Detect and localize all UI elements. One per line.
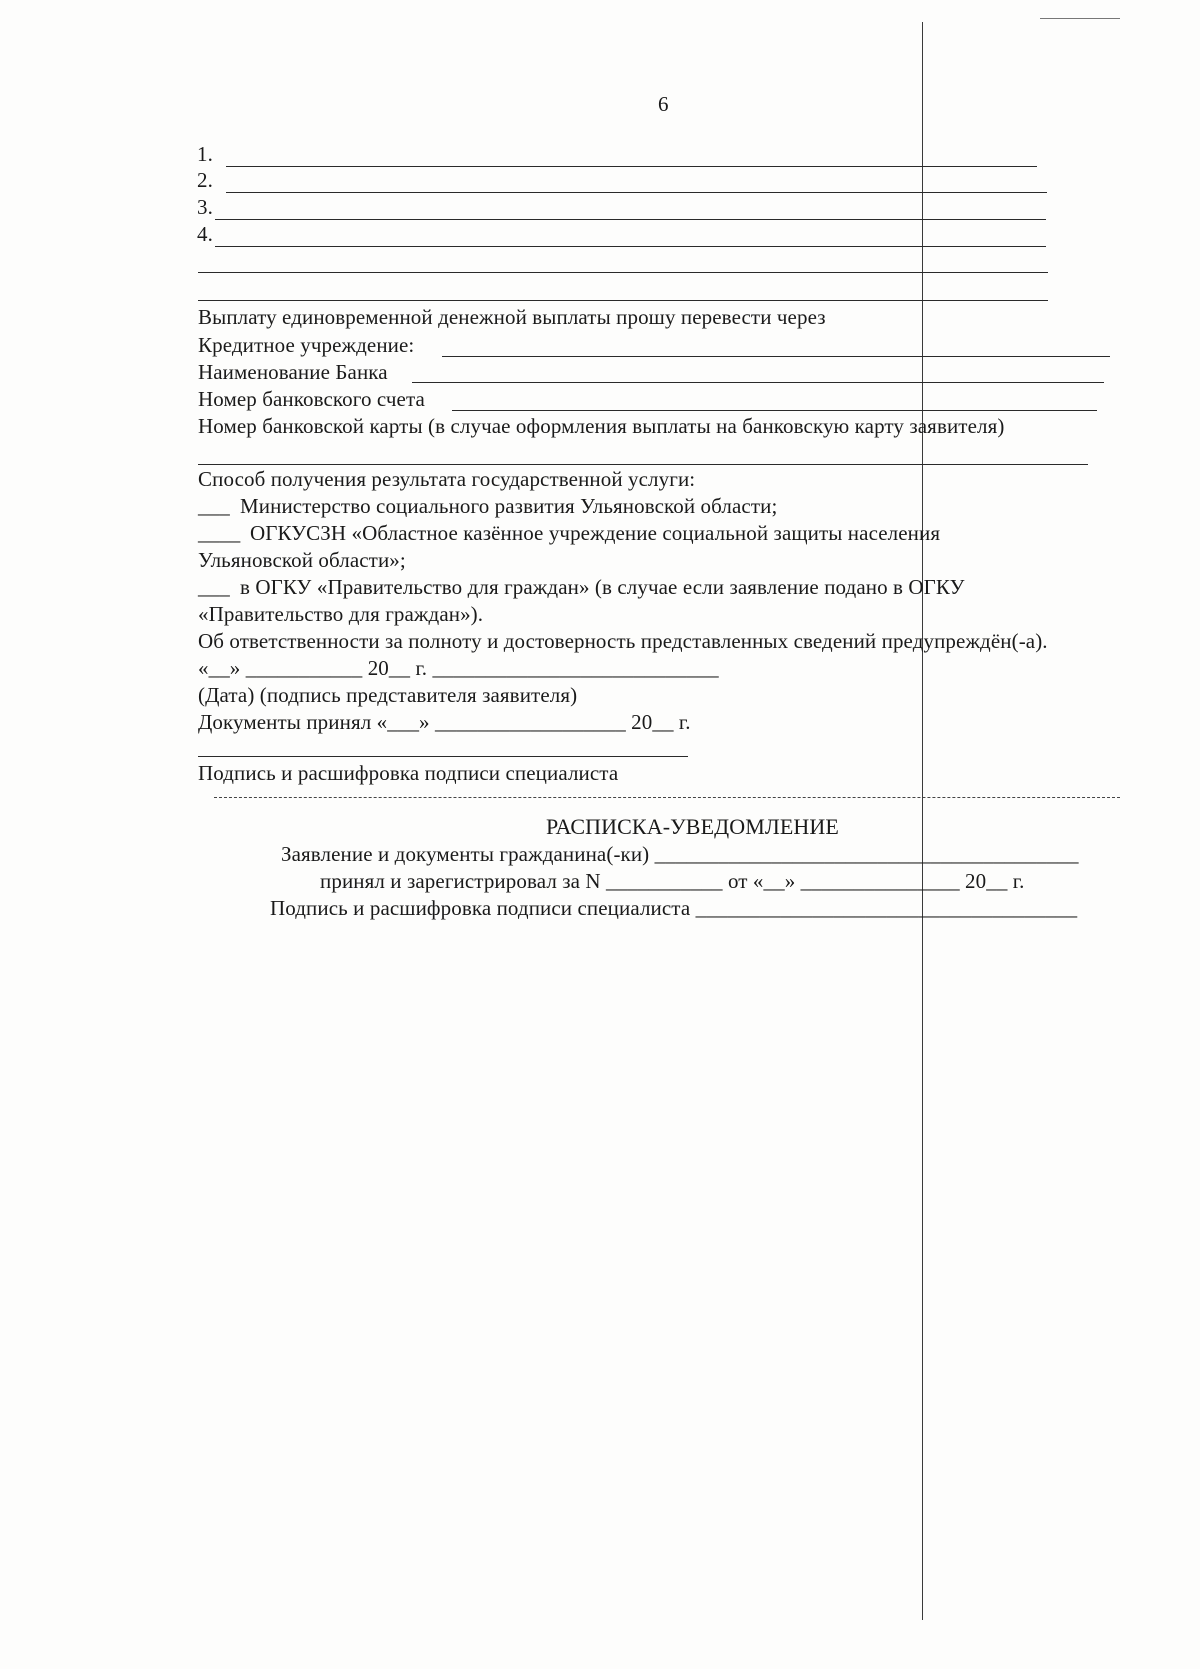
list-item-line [226, 192, 1047, 193]
responsibility-statement: Об ответственности за полноту и достоверность представленных сведений предупреждён(-а). [198, 629, 1048, 653]
receipt-registration-line: принял и зарегистрировал за N ___________ от «__» _______________ 20__ г. [320, 869, 1025, 893]
option-ogku-line1: в ОГКУ «Правительство для граждан» (в случае если заявление подано в ОГКУ [240, 575, 965, 599]
option-blank: ___ [198, 575, 230, 599]
blank-line [198, 272, 1048, 273]
blank-line [198, 300, 1048, 301]
date-signature-caption: (Дата) (подпись представителя заявителя) [198, 683, 578, 707]
option-ogkuszn-line2: Ульяновской области»; [198, 548, 406, 572]
credit-institution-field [442, 356, 1110, 357]
credit-institution-label: Кредитное учреждение: [198, 333, 415, 357]
list-item-line [215, 246, 1046, 247]
list-item-number: 3. [197, 195, 213, 219]
list-item-number: 4. [197, 222, 213, 246]
specialist-signature-label: Подпись и расшифровка подписи специалиста [198, 761, 619, 785]
date-signature-line: «__» ___________ 20__ г. ___________________________ [198, 656, 719, 680]
bank-card-field [198, 464, 1088, 465]
list-item-number: 2. [197, 168, 213, 192]
receipt-title: РАСПИСКА-УВЕДОМЛЕНИЕ [546, 814, 839, 839]
documents-accepted-line: Документы принял «___» __________________ 20__ г. [198, 710, 691, 734]
bank-name-label: Наименование Банка [198, 360, 388, 384]
bank-card-label: Номер банковской карты (в случае оформления выплаты на банковскую карту заявителя) [198, 414, 1005, 438]
cut-line [214, 797, 1120, 798]
list-item-line [226, 166, 1037, 167]
option-blank: ____ [198, 521, 241, 545]
receipt-applicant-line: Заявление и документы гражданина(-ки) ________________________________________ [281, 842, 1079, 866]
bank-account-label: Номер банковского счета [198, 387, 425, 411]
scan-vertical-line [922, 22, 923, 1620]
option-ogku-line2: «Правительство для граждан»). [198, 602, 484, 626]
result-method-heading: Способ получения результата государственной услуги: [198, 467, 696, 491]
option-ministry: Министерство социального развития Ульяновской области; [240, 494, 778, 518]
page-number: 6 [658, 92, 669, 116]
corner-rule [1040, 18, 1120, 19]
receipt-specialist-line: Подпись и расшифровка подписи специалиста ____________________________________ [270, 896, 1078, 920]
payment-intro: Выплату единовременной денежной выплаты прошу перевести через [198, 305, 826, 329]
specialist-signature-field [198, 756, 688, 757]
bank-name-field [412, 382, 1104, 383]
bank-account-field [452, 410, 1097, 411]
option-blank: ___ [198, 494, 230, 518]
list-item-number: 1. [197, 142, 213, 166]
list-item-line [215, 219, 1046, 220]
option-ogkuszn-line1: ОГКУСЗН «Областное казённое учреждение социальной защиты населения [250, 521, 941, 545]
